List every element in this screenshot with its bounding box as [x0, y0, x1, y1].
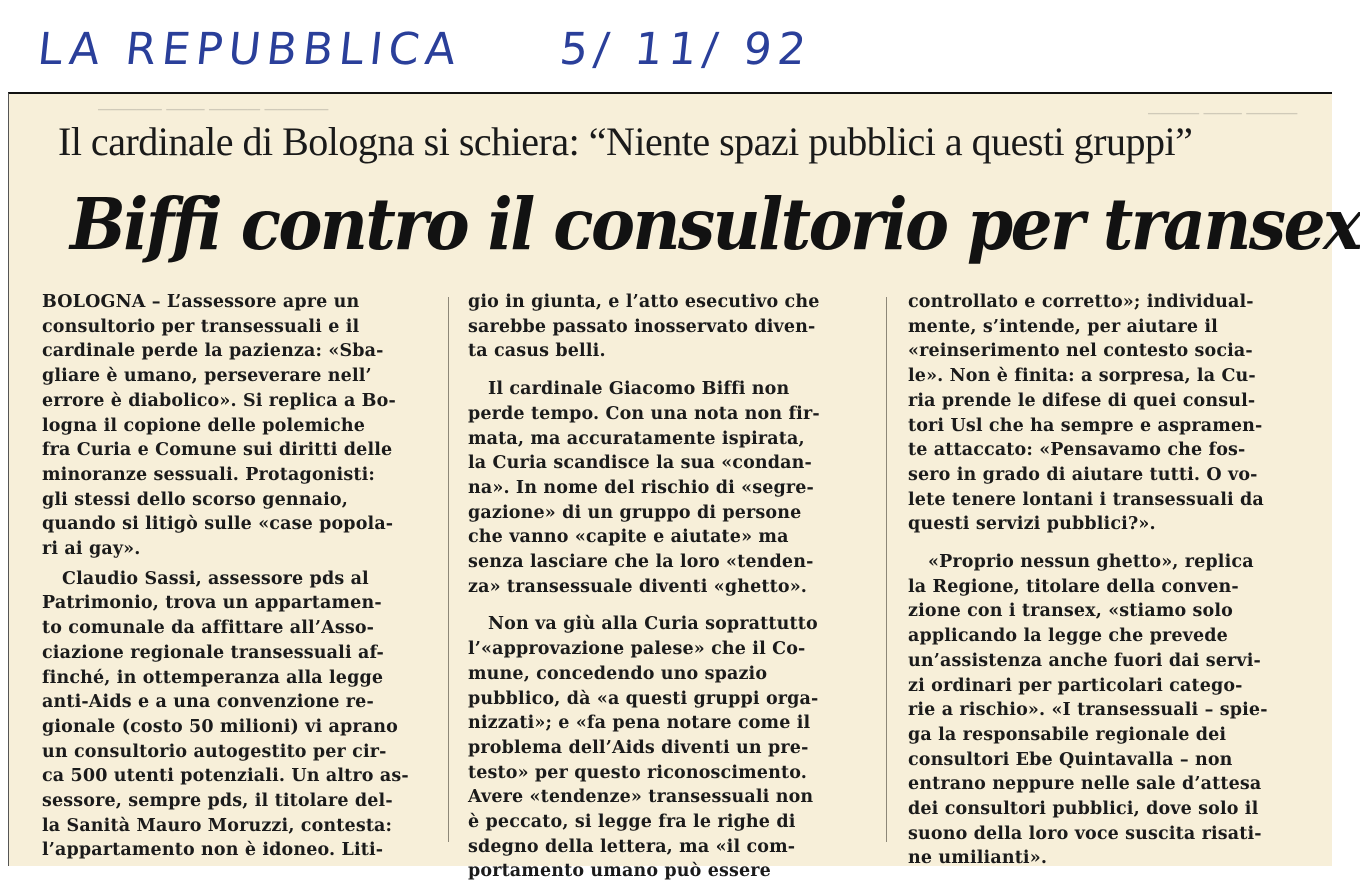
article-kicker: Il cardinale di Bologna si schiera: “Niente spazi pubblici a questi gruppi”: [58, 119, 1193, 164]
bleed-through-text: ──── ─── ────: [1148, 103, 1298, 123]
text-line: BOLOGNA – L’assessore apre un: [42, 292, 360, 312]
text-line: zione con i transex, «stiamo solo: [908, 601, 1233, 622]
column-divider: [886, 297, 887, 842]
text-line: cardinale perde la pazienza: «Sba-: [42, 341, 384, 362]
text-line: zi ordinari per particolari catego-: [908, 675, 1243, 696]
text-line: sessore, sempre pds, il titolare del-: [42, 791, 393, 812]
text-line: tori Usl che ha sempre e aspramen-: [908, 415, 1263, 436]
text-line: Non va giù alla Curia soprattutto: [488, 614, 818, 635]
text-line: la Curia scandisce la sua «condan-: [468, 453, 812, 474]
text-line: minoranze sessuali. Protagonisti:: [42, 464, 375, 485]
text-line: ria prende le difese di quei consul-: [908, 390, 1256, 411]
text-line: entrano neppure nelle sale d’attesa: [908, 774, 1262, 795]
text-line: che vanno «capite e aiutate» ma: [468, 527, 789, 548]
text-line: un consultorio autogestito per cir-: [42, 741, 387, 762]
text-line: consultori Ebe Quintavalla – non: [908, 749, 1233, 770]
text-line: sarebbe passato inosservato diven-: [468, 316, 816, 337]
text-line: Patrimonio, trova un appartamen-: [42, 593, 382, 614]
text-line: pubblico, dà «a questi gruppi orga-: [468, 688, 819, 709]
article-column-1: [42, 290, 422, 863]
text-line: perde tempo. Con una nota non fir-: [468, 403, 820, 424]
text-line: ne umilianti».: [908, 848, 1048, 869]
text-line: portamento umano può essere: [468, 861, 771, 882]
text-line: controllato e corretto»; individual-: [908, 292, 1254, 312]
text-line: Il cardinale Giacomo Biffi non: [488, 379, 790, 400]
handwritten-publication-name: LA REPUBBLICA: [35, 24, 465, 75]
text-line: gionale (costo 50 milioni) vi aprano: [42, 716, 398, 737]
column-divider: [448, 297, 449, 842]
text-line: la Sanità Mauro Moruzzi, contesta:: [42, 815, 393, 836]
newspaper-clipping: [8, 92, 1360, 882]
text-line: za» transessuale diventi «ghetto».: [468, 576, 808, 597]
text-line: finché, in ottemperanza alla legge: [42, 667, 384, 688]
text-line: quando si litigò sulle «case popola-: [42, 514, 394, 535]
text-line: Avere «tendenze» transessuali non: [468, 787, 814, 808]
text-line: senza lasciare che la loro «tenden-: [468, 552, 814, 573]
text-line: na». In nome del rischio di «segre-: [468, 477, 814, 498]
text-line: mune, concedendo uno spazio: [468, 663, 768, 684]
text-line: l’appartamento non è idoneo. Liti-: [42, 840, 384, 861]
text-line: ca 500 utenti potenziali. Un altro as-: [42, 766, 409, 787]
bleed-through-text: ───── ─── ──── ─────: [98, 99, 329, 119]
text-line: «reinserimento nel contesto socia-: [908, 341, 1253, 362]
text-line: l’«approvazione palese» che il Co-: [468, 639, 806, 660]
text-line: errore è diabolico». Si replica a Bo-: [42, 390, 396, 411]
text-line: sdegno della lettera, ma «il com-: [468, 836, 796, 857]
text-line: gazione» di un gruppo di persone: [468, 502, 802, 523]
text-line: un’assistenza anche fuori dai servi-: [908, 650, 1261, 671]
text-line: consultorio per transessuali e il: [42, 316, 360, 337]
handwritten-annotation: [35, 24, 938, 84]
text-line: dei consultori pubblici, dove solo il: [908, 799, 1259, 820]
text-line: questi servizi pubblici?».: [908, 514, 1156, 535]
text-line: mente, s’intende, per aiutare il: [908, 316, 1218, 337]
text-line: fra Curia e Comune sui diritti delle: [42, 440, 393, 461]
text-line: problema dell’Aids diventi un pre-: [468, 737, 809, 758]
text-line: suono della loro voce suscita risati-: [908, 823, 1262, 844]
article-header: [8, 92, 1360, 292]
text-line: rie a rischio». «I transessuali – spie-: [908, 700, 1268, 721]
text-line: testo» per questo riconoscimento.: [468, 762, 807, 783]
handwritten-date: 5/ 11/ 92: [557, 24, 815, 75]
text-line: ta casus belli.: [468, 341, 606, 362]
text-line: logna il copione delle polemiche: [42, 415, 365, 436]
text-line: gliare è umano, perseverare nell’: [42, 366, 372, 387]
text-line: anti-Aids e a una convenzione re-: [42, 692, 374, 713]
text-line: «Proprio nessun ghetto», replica: [928, 552, 1254, 573]
text-line: le». Non è finita: a sorpresa, la Cu-: [908, 366, 1256, 387]
article-headline: Biffi contro il consultorio per transex: [70, 182, 1360, 267]
text-line: sero in grado di aiutare tutti. O vo-: [908, 464, 1258, 485]
text-line: ga la responsabile regionale dei: [908, 724, 1227, 745]
text-line: mata, ma accuratamente ispirata,: [468, 428, 805, 449]
text-line: to comunale da affittare all’Asso-: [42, 618, 375, 639]
text-line: gio in giunta, e l’atto esecutivo che: [468, 292, 820, 312]
text-line: lete tenere lontani i transessuali da: [908, 489, 1264, 510]
text-line: Claudio Sassi, assessore pds al: [62, 568, 369, 589]
text-line: ciazione regionale transessuali af-: [42, 642, 384, 663]
text-line: te attaccato: «Pensavamo che fos-: [908, 440, 1246, 461]
text-line: è peccato, si legge fra le righe di: [468, 812, 796, 833]
text-line: la Regione, titolare della conven-: [908, 576, 1239, 597]
text-line: ri ai gay».: [42, 539, 141, 560]
text-line: applicando la legge che prevede: [908, 626, 1228, 647]
text-line: nizzati»; e «fa pena notare come il: [468, 713, 811, 734]
article-column-3: [908, 290, 1318, 871]
text-line: gli stessi dello scorso gennaio,: [42, 489, 348, 510]
article-column-2: [468, 290, 868, 884]
